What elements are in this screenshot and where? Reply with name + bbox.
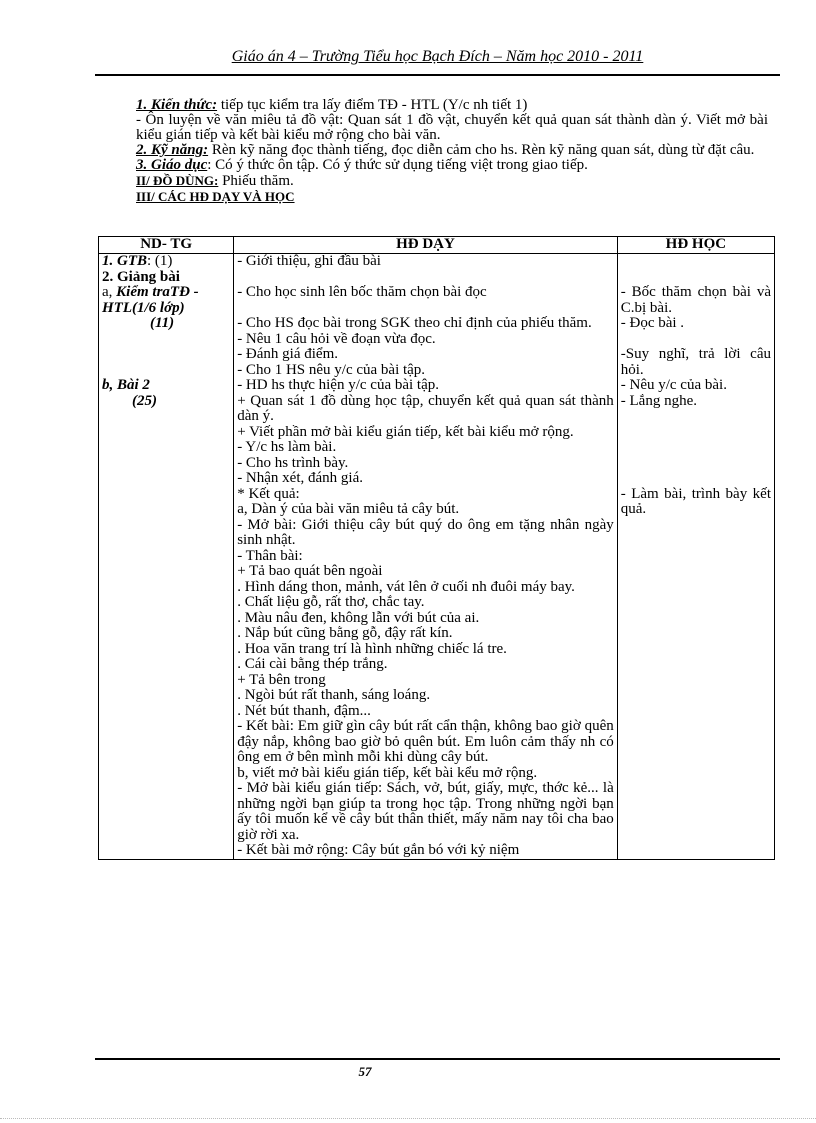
list-item: - Cho HS đọc bài trong SGK theo chỉ định của phiếu thăm. [237,315,592,331]
list-item: - Kết bài mở rộng: Cây bút gắn bó với kỷ niệm [237,842,520,858]
list-item: * Kết quả: [237,485,300,502]
list-item: . Hoa văn trang trí là hình những chiếc lá tre. [237,640,507,657]
list-item: b, viết mở bài kiểu gián tiếp, kết bài kểu mở rộng. [237,764,538,781]
list-item: - Cho học sinh lên bốc thăm chọn bài đọc [237,284,487,300]
header-divider [95,74,780,76]
list-item: - Đánh giá điểm. [237,346,338,362]
list-item: - Nhận xét, đánh giá. [237,470,363,486]
teacher-activity-column [234,254,618,860]
materials-paragraph [136,173,768,189]
list-item: + Tả bao quát bên ngoài [237,563,383,579]
list-item: - Lắng nghe. [620,392,697,409]
list-item: . Màu nâu đen, không lẫn với bút của ai. [237,609,480,626]
list-item: - Cho 1 HS nêu y/c của bài tập. [237,361,426,378]
list-item: . Hình dáng thon, mảnh, vát lên ở cuối nh đuôi máy bay. [237,578,575,595]
list-item: . Nắp bút cũng bằng gỗ, đậy rất kín. [237,625,453,641]
attitude-label: 3. Giáo dục [136,157,208,173]
skills-label: 2. Kỹ năng: [136,142,209,158]
list-item: + Viết phần mở bài kiểu gián tiếp, kết bài kiểu mở rộng. [237,423,574,440]
header-content-time: ND- TG [99,237,234,254]
page-number: 57 [358,1064,372,1079]
knowledge-detail: - Ôn luyện về văn miêu tả đồ vật: Quan sát 1 đồ vật, chuyển kết quả quan sát thành dàn ý. Viết mở bài kiểu gián tiếp và kết bài kiểu mở rộng cho bài văn. [136,112,768,143]
skills-paragraph [136,143,768,158]
lesson-objectives [136,98,768,205]
list-item: - Mở bài: Giới thiệu cây bút quý do ông em tặng nhân ngày sinh nhật. [237,516,614,548]
list-item: - Giới thiệu, ghi đầu bài [237,253,381,269]
list-item: + Tả bên trong [237,671,326,688]
list-item: - Làm bài, trình bày kết quả. [620,485,771,517]
list-item: - HD hs thực hiện y/c của bài tập. [237,377,440,393]
list-item: - Thân bài: [237,547,303,564]
table-row [99,254,775,860]
list-item: - Mở bài kiểu gián tiếp: Sách, vở, bút, giấy, mực, thớc kẻ... là những ngời bạn giúp ta trong học tập. Trong những ngời bạn ấy tôi muốn kể về cây bút thân thiết, mấy năm nay tôi cha bao giờ rời xa. [237,780,614,843]
materials-label: II/ ĐỒ DÙNG: [136,173,219,188]
list-item: - Nêu y/c của bài. [620,377,727,393]
student-activity-column [617,254,774,860]
list-item: . Cái cài bằng thép trắng. [237,656,388,672]
list-item: - Cho hs trình bày. [237,454,349,471]
knowledge-text: tiếp tục kiểm tra lấy điểm TĐ - HTL (Y/c nh tiết 1) [217,97,528,113]
activities-heading: III/ CÁC HĐ DẠY VÀ HỌC [136,189,295,204]
header-teacher-activity: HĐ DẠY [234,237,618,254]
attitude-text: : Có ý thức ôn tập. Có ý thức sử dụng tiếng việt trong giao tiếp. [207,157,588,173]
list-item: - Đọc bài . [620,315,685,331]
lesson-table [98,236,775,860]
materials-text: Phiếu thăm. [218,173,294,189]
list-item: a, Dàn ý của bài văn miêu tả cây bút. [237,501,460,517]
skills-text: Rèn kỹ năng đọc thành tiếng, đọc diễn cảm cho hs. Rèn kỹ năng quan sát, dùng từ đặt câu. [208,142,755,158]
list-item: - Nêu 1 câu hỏi về đoạn vừa đọc. [237,330,436,347]
knowledge-label: 1. Kiến thức: [136,97,218,113]
footer-divider [95,1058,780,1060]
list-item: - Y/c hs làm bài. [237,439,337,455]
list-item: . Ngòi bút rất thanh, sáng loáng. [237,687,431,703]
page-edge [0,1118,816,1119]
table-header-row [99,237,775,254]
list-item: - Kết bài: Em giữ gìn cây bút rất cẩn thận, không bao giờ quên đậy nắp, không bao giờ bỏ quên bút. Em luôn cảm thấy nh có ông em ở bên mình mỗi khi dùng cây bút. [237,718,614,765]
page-header: Giáo án 4 – Trường Tiểu học Bạch Đích – Năm học 2010 - 2011 [231,48,644,65]
header-student-activity: HĐ HỌC [617,237,774,254]
list-item: . Nét bút thanh, đậm... [237,702,371,719]
knowledge-paragraph [136,98,768,113]
attitude-paragraph [136,158,768,173]
list-item: -Suy nghĩ, trả lời câu hỏi. [620,346,771,378]
list-item: - Bốc thăm chọn bài và C.bị bài. [620,284,771,316]
content-time-column: 1. GTB: (1) 2. Giảng bài a, Kiểm traTĐ - HTL(1/6 lớp) (11) b, Bài 2 (25) [99,254,234,860]
list-item: . Chất liệu gỗ, rất thơ, chắc tay. [237,594,425,610]
list-item: + Quan sát 1 đồ dùng học tập, chuyển kết quả quan sát thành dàn ý. [237,392,614,424]
